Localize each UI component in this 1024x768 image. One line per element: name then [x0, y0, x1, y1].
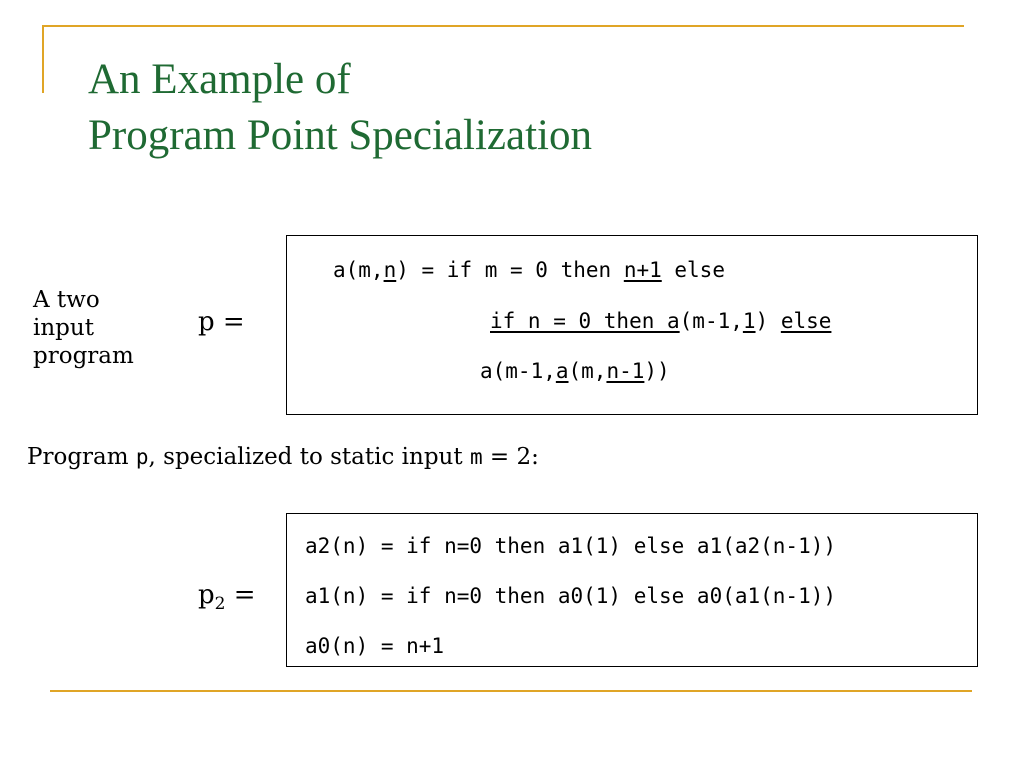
- p-code-line-3: a(m-1,a(m,n-1)): [480, 359, 670, 383]
- p2-code-line-1: a2(n) = if n=0 then a1(1) else a1(a2(n-1)): [305, 534, 837, 558]
- title-line-1: An Example of: [88, 56, 351, 103]
- p-label: p =: [198, 307, 245, 337]
- bottom-rule: [50, 690, 972, 692]
- title-line-2: Program Point Specialization: [88, 112, 592, 159]
- p-code-line-1: a(m,n) = if m = 0 then n+1 else: [333, 258, 725, 282]
- p-code-line-2: if n = 0 then a(m-1,1) else: [490, 309, 832, 333]
- top-rule: [42, 25, 964, 27]
- program-description: [33, 286, 134, 370]
- side-label-line-1: A two: [33, 287, 100, 313]
- left-rule: [42, 25, 44, 93]
- specialization-caption: Program p, specialized to static input m = 2:: [27, 444, 539, 470]
- slide-title: [88, 52, 592, 164]
- p2-code-line-2: a1(n) = if n=0 then a0(1) else a0(a1(n-1)): [305, 584, 837, 608]
- p2-label: $p_2$ =: [198, 580, 256, 615]
- side-label-line-2: input: [33, 315, 94, 341]
- side-label-line-3: program: [33, 343, 134, 369]
- p2-code-line-3: a0(n) = n+1: [305, 634, 445, 658]
